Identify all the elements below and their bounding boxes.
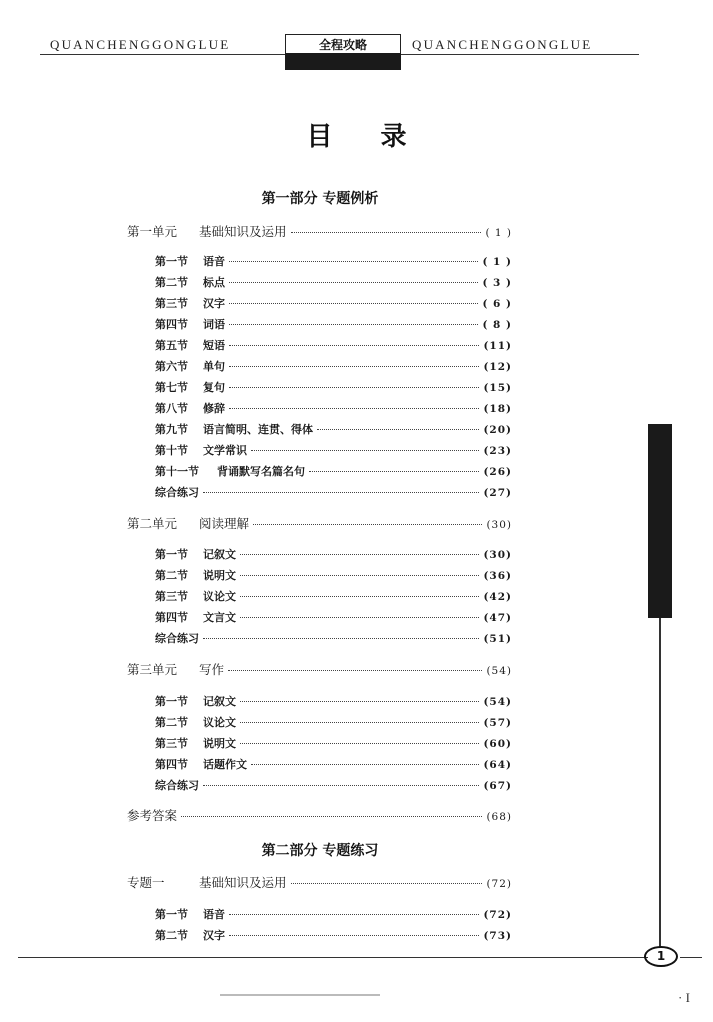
page-reference: ( 1 ): [485, 227, 512, 239]
toc-unit-row[interactable]: [127, 873, 512, 891]
section-title: 议论文: [203, 590, 236, 603]
section-number: 第二节: [155, 716, 188, 729]
page-reference: (12): [483, 361, 512, 373]
page-reference: (68): [486, 811, 512, 823]
unit-number: 第一单元: [127, 224, 178, 239]
header-rule-right: [401, 54, 639, 55]
dot-leader: [240, 743, 479, 744]
section-number: 第十一节: [155, 465, 199, 478]
section-number: 第三节: [155, 297, 188, 310]
unit-number: 第二单元: [127, 516, 178, 531]
page-title: 目录: [306, 122, 455, 152]
section-title: 词语: [203, 318, 225, 331]
dot-leader: [240, 554, 479, 555]
page-reference: (72): [483, 909, 512, 921]
dot-leader: [229, 914, 479, 915]
section-number: 第一节: [155, 255, 188, 268]
section-title: 文言文: [203, 611, 236, 624]
section-title: 汉字: [203, 297, 225, 310]
toc-section-row[interactable]: [155, 484, 512, 500]
toc-section-row[interactable]: [155, 546, 512, 562]
header-rule-left: [40, 54, 285, 55]
dot-leader: [181, 816, 482, 817]
page-reference: (23): [483, 445, 512, 457]
page-reference: (26): [483, 466, 512, 478]
toc-section-row[interactable]: [155, 358, 512, 374]
header-black-tab: [285, 53, 401, 70]
dot-leader: [203, 492, 479, 493]
page-reference: (15): [483, 382, 512, 394]
dot-leader: [229, 261, 478, 262]
page-reference: (51): [483, 633, 512, 645]
page-reference: (20): [483, 424, 512, 436]
toc-section-row[interactable]: [155, 567, 512, 583]
page-reference: (30): [486, 519, 512, 531]
page-reference: (67): [483, 780, 512, 792]
section-number: 第四节: [155, 758, 188, 771]
section-number: 第四节: [155, 611, 188, 624]
section-title: 修辞: [203, 402, 225, 415]
toc-section-row[interactable]: [155, 630, 512, 646]
section-number: 第七节: [155, 381, 188, 394]
roman-page-mark: · I: [678, 990, 690, 1005]
page-reference: ( 8 ): [482, 319, 512, 331]
section-number: 第六节: [155, 360, 188, 373]
toc-section-row[interactable]: [155, 588, 512, 604]
dot-leader: [240, 701, 479, 702]
section-number: 第五节: [155, 339, 188, 352]
page-reference: ( 1 ): [482, 256, 512, 268]
section-number: 第九节: [155, 423, 188, 436]
dot-leader: [229, 303, 478, 304]
toc-section-row[interactable]: [155, 756, 512, 772]
section-title: 记叙文: [203, 695, 236, 708]
section-number: 第八节: [155, 402, 188, 415]
toc-section-row[interactable]: [155, 274, 512, 290]
toc-section-row[interactable]: [155, 379, 512, 395]
page-reference: (54): [486, 665, 512, 677]
section-title: 语言简明、连贯、得体: [203, 423, 313, 436]
toc-section-row[interactable]: [155, 442, 512, 458]
section-number: 第一节: [155, 908, 188, 921]
dot-leader: [229, 935, 479, 936]
dot-leader: [203, 785, 479, 786]
dot-leader: [229, 282, 478, 283]
toc-section-row[interactable]: [155, 714, 512, 730]
section-number: 第三节: [155, 737, 188, 750]
section-number: 第一节: [155, 695, 188, 708]
toc-unit-row[interactable]: [127, 806, 512, 824]
section-number: 第二节: [155, 276, 188, 289]
dot-leader: [240, 722, 479, 723]
dot-leader: [253, 524, 482, 525]
dot-leader: [203, 638, 479, 639]
dot-leader: [317, 429, 479, 430]
side-vertical-rule: [659, 618, 661, 948]
page-number-badge: 1: [644, 946, 678, 967]
toc-unit-row[interactable]: [127, 514, 512, 532]
page-reference: (47): [483, 612, 512, 624]
section-title: 议论文: [203, 716, 236, 729]
dot-leader: [229, 408, 479, 409]
dot-leader: [229, 345, 479, 346]
section-title: 话题作文: [203, 758, 247, 771]
dot-leader: [291, 232, 482, 233]
section-title: 语音: [203, 908, 225, 921]
footer-rule: [18, 957, 648, 958]
dot-leader: [229, 387, 479, 388]
toc-section-row[interactable]: [155, 295, 512, 311]
dot-leader: [240, 596, 479, 597]
footer-rule-tail: [680, 957, 702, 958]
page-reference: ( 6 ): [482, 298, 512, 310]
dot-leader: [240, 617, 479, 618]
section-number: 第二节: [155, 929, 188, 942]
section-title: 语音: [203, 255, 225, 268]
toc-section-row[interactable]: [155, 927, 512, 943]
page-reference: (18): [483, 403, 512, 415]
section-title: 短语: [203, 339, 225, 352]
unit-title: 基础知识及运用: [199, 224, 287, 239]
header-left-text: QUANCHENGGONGLUE: [50, 37, 231, 52]
part-heading: 第二部分 专题练习: [261, 843, 379, 859]
section-title: 说明文: [203, 569, 236, 582]
section-title: 标点: [203, 276, 225, 289]
header-right-text: QUANCHENGGONGLUE: [412, 37, 593, 52]
toc-section-row[interactable]: [155, 337, 512, 353]
side-thumb-tab: [648, 424, 672, 618]
toc-section-row[interactable]: [155, 316, 512, 332]
page-reference: (42): [483, 591, 512, 603]
page-reference: (57): [483, 717, 512, 729]
section-title: 综合练习: [155, 486, 199, 499]
section-number: 第四节: [155, 318, 188, 331]
unit-title: 阅读理解: [199, 516, 250, 531]
toc-section-row[interactable]: [155, 693, 512, 709]
section-number: 第三节: [155, 590, 188, 603]
section-title: 说明文: [203, 737, 236, 750]
section-number: 第二节: [155, 569, 188, 582]
dot-leader: [251, 764, 479, 765]
unit-title: 写作: [199, 662, 225, 677]
toc-section-row[interactable]: [155, 253, 512, 269]
toc-unit-row[interactable]: [127, 222, 512, 240]
toc-unit-row[interactable]: [127, 660, 512, 678]
page-reference: (73): [483, 930, 512, 942]
page-reference: ( 3 ): [482, 277, 512, 289]
toc-section-row[interactable]: [155, 421, 512, 437]
toc-section-row[interactable]: [155, 735, 512, 751]
page-reference: (64): [483, 759, 512, 771]
page-reference: (72): [486, 878, 512, 890]
section-title: 汉字: [203, 929, 225, 942]
dot-leader: [251, 450, 479, 451]
page-reference: (27): [483, 487, 512, 499]
section-title: 记叙文: [203, 548, 236, 561]
unit-title: 基础知识及运用: [199, 875, 287, 890]
unit-number: 专题一: [127, 875, 165, 890]
scan-smudge: [220, 994, 380, 996]
toc-section-row[interactable]: [155, 463, 512, 479]
section-title: 单句: [203, 360, 225, 373]
toc-section-row[interactable]: [155, 609, 512, 625]
toc-section-row[interactable]: [155, 906, 512, 922]
unit-title: 参考答案: [127, 808, 178, 823]
header-book-label: 全程攻略: [285, 34, 401, 54]
dot-leader: [229, 324, 478, 325]
section-number: 第十节: [155, 444, 188, 457]
toc-section-row[interactable]: [155, 777, 512, 793]
page-reference: (30): [483, 549, 512, 561]
part-heading: 第一部分 专题例析: [261, 191, 379, 207]
dot-leader: [228, 670, 482, 671]
dot-leader: [229, 366, 479, 367]
page-reference: (54): [483, 696, 512, 708]
section-title: 复句: [203, 381, 225, 394]
unit-number: 第三单元: [127, 662, 178, 677]
dot-leader: [291, 883, 483, 884]
toc-section-row[interactable]: [155, 400, 512, 416]
section-title: 综合练习: [155, 632, 199, 645]
section-number: 第一节: [155, 548, 188, 561]
section-title: 背诵默写名篇名句: [217, 465, 305, 478]
dot-leader: [309, 471, 479, 472]
section-title: 综合练习: [155, 779, 199, 792]
page-reference: (11): [483, 340, 512, 352]
section-title: 文学常识: [203, 444, 247, 457]
page-reference: (60): [483, 738, 512, 750]
page-reference: (36): [483, 570, 512, 582]
dot-leader: [240, 575, 479, 576]
